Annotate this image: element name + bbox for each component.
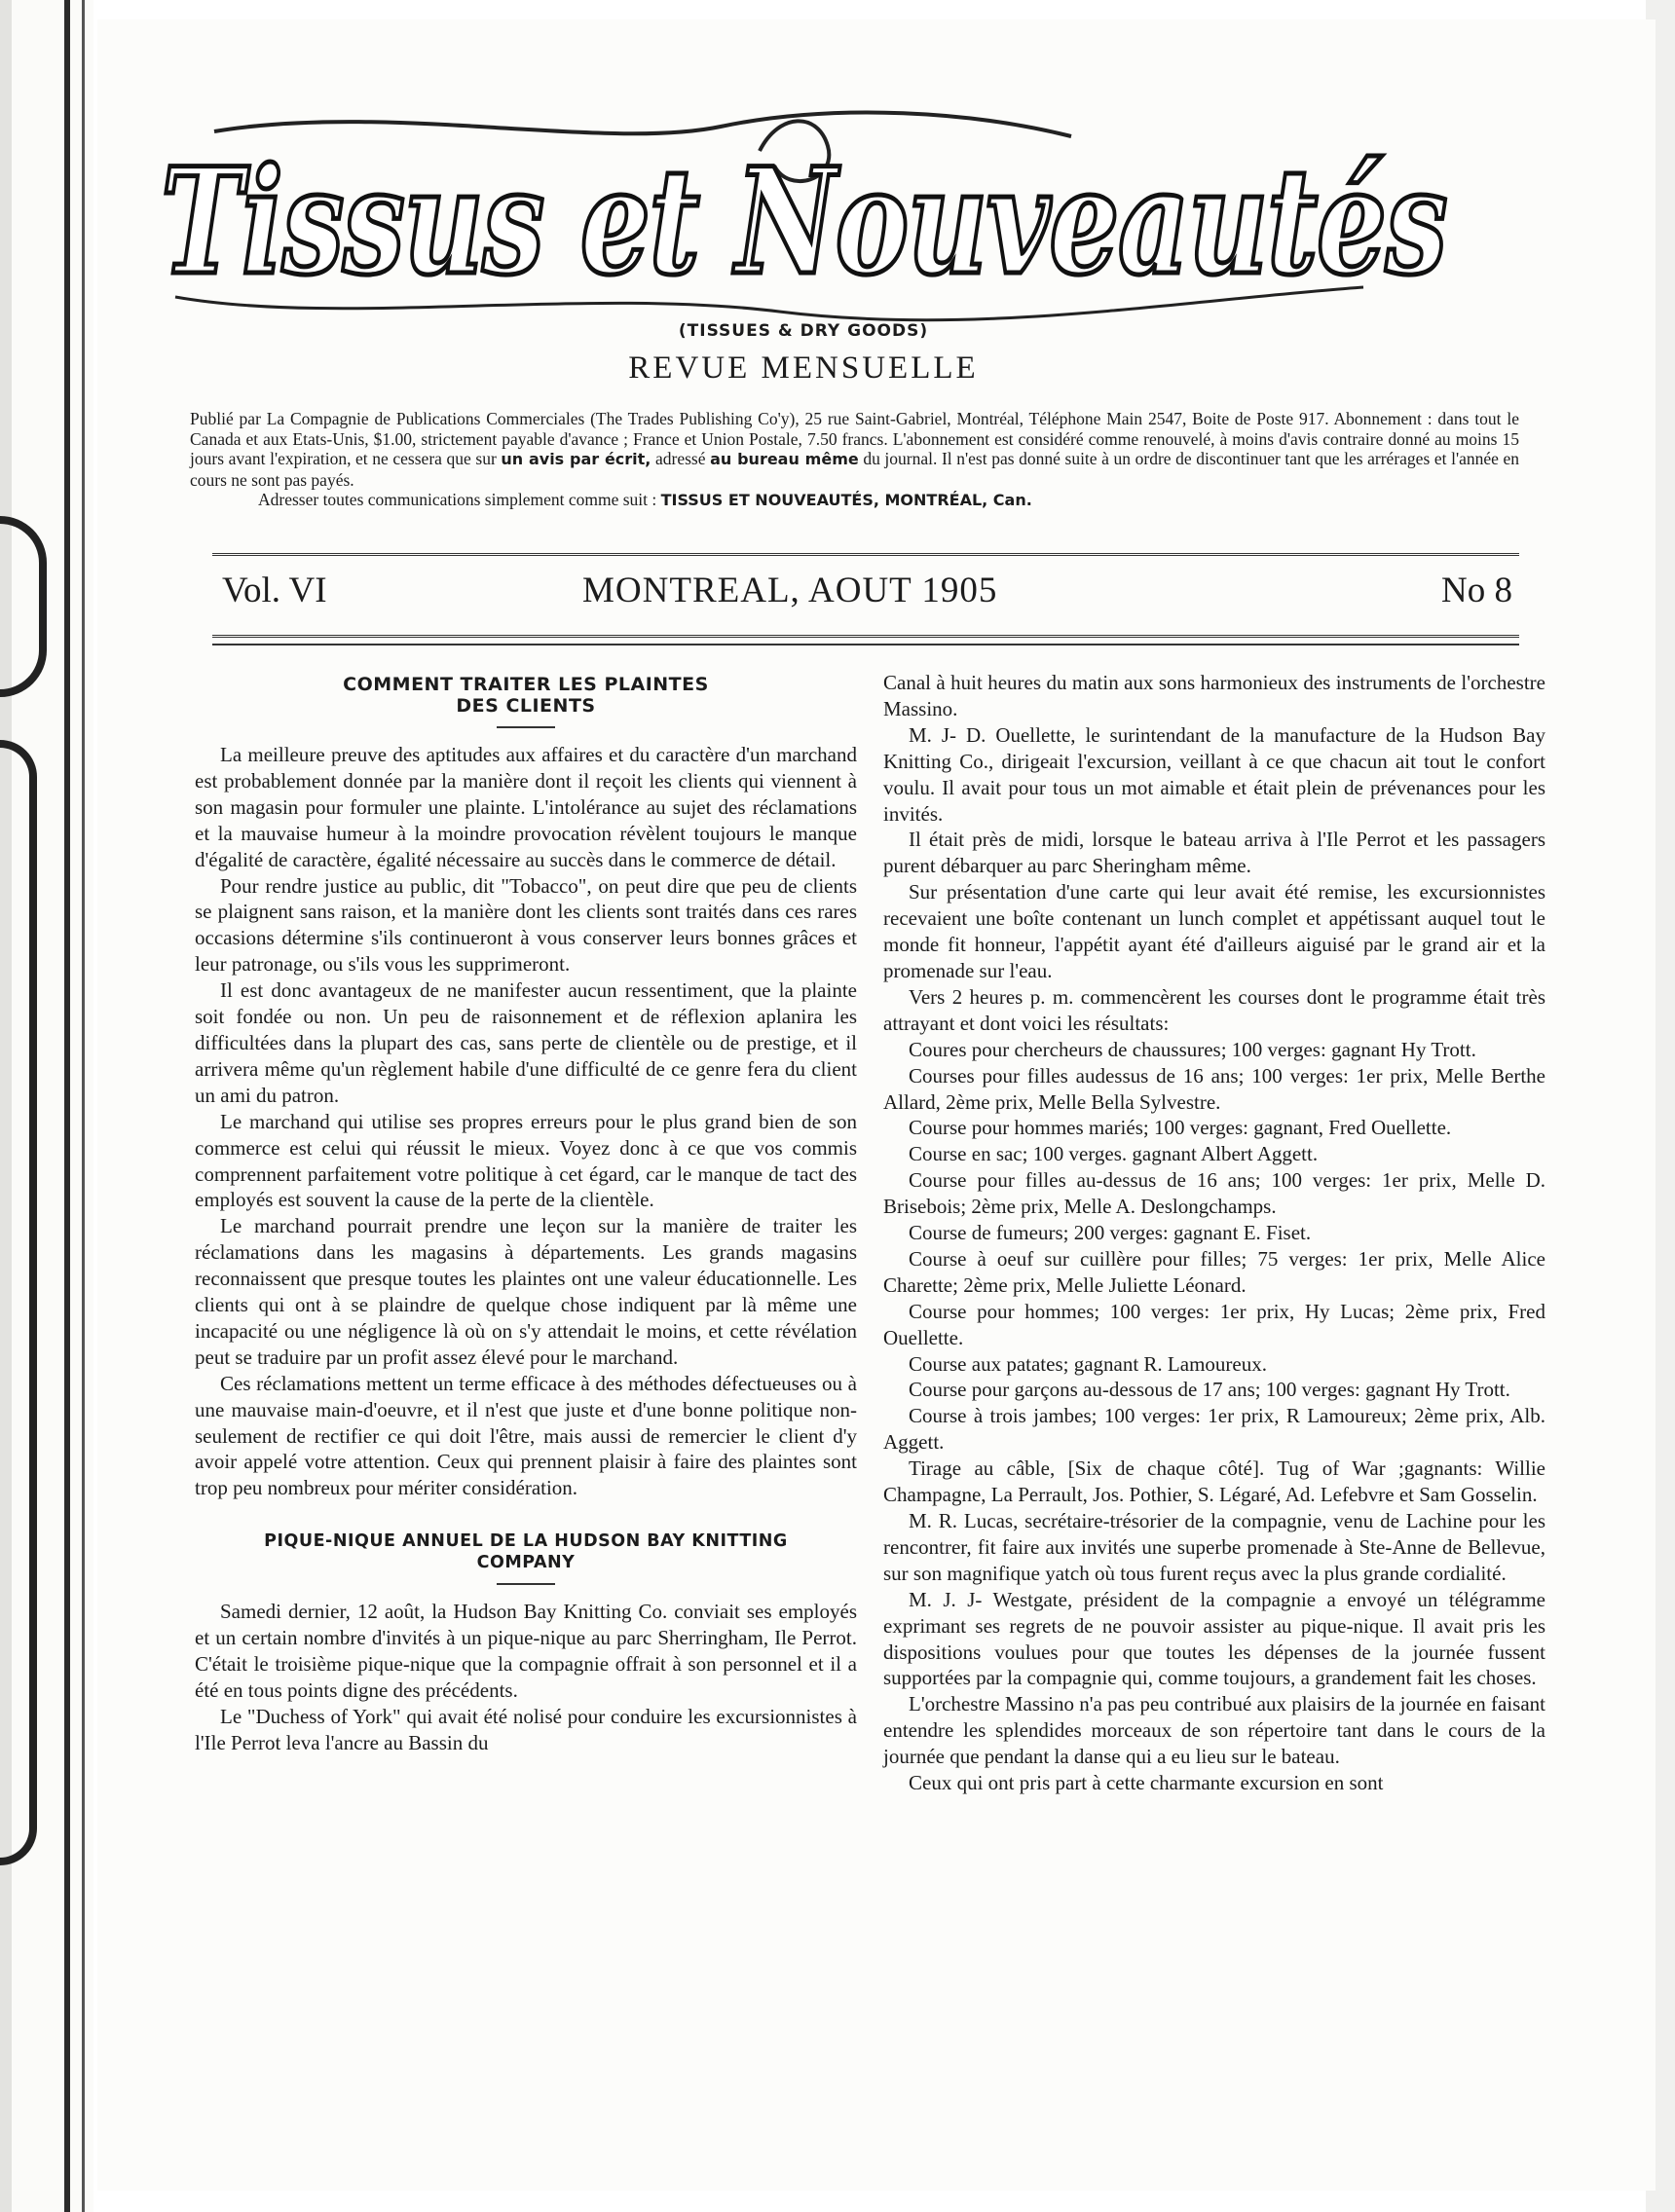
race-result: Course pour filles au-dessus de 16 ans; 100 verges: 1er prix, Melle D. Brisebois; 2ème prix, Melle A. Deslongchamps. [883,1168,1545,1219]
race-result: Course en sac; 100 verges. gagnant Albert Aggett. [909,1142,1319,1166]
race-result: Course pour hommes; 100 verges: 1er prix, Hy Lucas; 2ème prix, Fred Ouellette. [883,1299,1545,1349]
spine-rule [82,0,85,2212]
publisher-notice [190,409,1519,511]
spine-rule [64,0,70,2212]
heading-rule [497,726,555,728]
race-result: Course à oeuf sur cuillère pour filles; 75 verges: 1er prix, Melle Alice Charette; 2ème prix, Melle Juliette Léonard. [883,1246,1545,1297]
race-result: Coures pour chercheurs de chaussures; 100 verges: gagnant Hy Trott. [909,1037,1476,1061]
heading-line: DES CLIENTS [456,695,596,717]
paragraph: Il est donc avantageux de ne manifester aucun ressentiment, que la plainte soit fondée ou non. Un peu de raisonnement et de réflexion aplanira les difficultées dans la plupart des cas, sans perte de clientèle ou de prestige, et il arrivera même qu'un règlement habile d'une difficulté de ce genre fera du client un ami du patron. [195,978,857,1107]
publisher-text: du journal. Il n'est pas donné suite à un ordre de discontinuer tant que les arrérages et l'année en cours ne sont pas payés. [190,449,1520,490]
spine-curve [0,740,37,1865]
paragraph: Ces réclamations mettent un terme efficace à des méthodes défectueuses ou à une mauvaise main-d'oeuvre, et il n'est que juste et d'une bonne politique non-seulement de rectifier ce qui doit l'être, mais aussi de remercier le client d'y avoir appelé votre attention. Ceux qui prennent plaisir à faire des plaintes sont trop peu nombreux pour mériter considération. [195,1371,857,1500]
heading-line: COMPANY [476,1553,576,1573]
volume: Vol. VI [222,571,327,610]
publisher-address-line [190,490,1519,511]
paragraph: M. R. Lucas, secrétaire-trésorier de la compagnie, venu de Lachine pour les rencontrer, fit faire aux invités une superbe promenade à Ste-Anne de Bellevue, sur son magnifique yatch où tous furent reçus avec la plus grande cordialité. [883,1509,1545,1585]
race-result: Course à trois jambes; 100 verges: 1er prix, R Lamoureux; 2ème prix, Alb. Aggett. [883,1404,1545,1455]
heading-line: COMMENT TRAITER LES PLAINTES [343,674,709,695]
race-result: Course aux patates; gagnant R. Lamoureux. [909,1351,1267,1376]
masthead-logo [97,92,1509,336]
issue-number: No 8 [1441,571,1512,610]
column-right [883,670,1545,1796]
dateline: MONTREAL, AOUT 1905 [582,571,998,610]
divider [212,635,1519,645]
paragraph: Pour rendre justice au public, dit "Tobacco", on peut dire que peu de clients se plaignent sans raison, et la manière dont les clients sont traités dans ces rares occasions détermine s'ils continueront à vous conserver leurs bonnes grâces et leur patronage, ou s'ils vous les supprimeront. [195,873,857,977]
publisher-bureau: au bureau même [710,450,859,468]
column-left [195,670,857,1756]
publisher-text: Publié par La Compagnie de Publications Commerciales (The Trades Publishing Co'y), 25 rue Saint-Gabriel, Montréal, Téléphone Main 2547, Boite de Poste 917. Abonnement : dans tout le Canada et aux Etats-Unis, $1.00, strictement payable d'avance ; France et Union Postale, 7.50 francs. L'abonnement est considéré comme renouvelé, à moins d'avis contraire donné au moins 15 jours avant l'expiration, et ne cessera que sur [190,409,1519,468]
paragraph: Ceux qui ont pris part à cette charmante excursion en sont [909,1771,1384,1795]
paragraph: M. J- D. Ouellette, le surintendant de la manufacture de la Hudson Bay Knitting Co., dirigeait l'excursion, veillant à ce que chacun ait tout le confort voulu. Il avait pour tous un mot aimable et était plein de prévenances pour les invités. [883,722,1545,826]
heading-line: PIQUE-NIQUE ANNUEL DE LA HUDSON BAY KNITTING [264,1531,788,1552]
heading-rule [497,1583,555,1585]
race-result: Course pour hommes mariés; 100 verges: gagnant, Fred Ouellette. [909,1116,1452,1140]
article-heading [195,1530,857,1573]
paragraph: Le marchand qui utilise ses propres erreurs pour le plus grand bien de son commerce est celui qui réussit le mieux. Voyez donc à ce que vos commis comprennent parfaitement votre politique à cet égard, car le manque de tact des employés est souvent la cause de la perte de la clientèle. [195,1109,857,1212]
paragraph: Le "Duchess of York" qui avait été nolisé pour conduire les excursionnistes à l'Ile Perrot leva l'ancre au Bassin du [195,1704,857,1754]
masthead-subtitle: (TISSUES & DRY GOODS) [678,321,929,341]
paragraph-continued: Canal à huit heures du matin aux sons harmonieux des instruments de l'orchestre Massino. [883,671,1545,720]
paragraph: La meilleure preuve des aptitudes aux affaires et du caractère d'un marchand est probablement donnée par la manière dont il reçoit les clients qui viennent à son magasin pour formuler une plainte. L'intolérance au sujet des réclamations et la mauvaise humeur à la moindre provocation révèlent toujours le manque d'égalité de caractère, égalité nécessaire au succès dans le commerce de détail. [195,743,857,871]
paragraph: Le marchand pourrait prendre une leçon sur la manière de traiter les réclamations dans les magasins à départements. Les grands magasins reconnaissent que presque toutes les plaintes ont une valeur éducationnelle. Les clients qui ont à se plaindre de quelque chose indiquent par là même une incapacité ou une négligence là où on s'y attendait le moins, et cette révélation peut se traduire par un profit assez élevé pour le marchand. [195,1214,857,1369]
race-result: Courses pour filles audessus de 16 ans; 100 verges: 1er prix, Melle Berthe Allard, 2ème prix, Melle Bella Sylvestre. [883,1063,1545,1114]
paragraph: L'orchestre Massino n'a pas peu contribué aux plaisirs de la journée en faisant entendre les splendides morceaux de son répertoire tant dans le cours de la journée que pendant la danse qui a eu lieu sur le bateau. [883,1692,1545,1769]
spine-curve [0,516,47,697]
race-result: Course de fumeurs; 200 verges: gagnant E. Fiset. [909,1221,1312,1245]
divider [212,553,1519,556]
publisher-text: adressé [654,449,706,468]
race-result: Tirage au câble, [Six de chaque côté]. Tug of War ;gagnants: Willie Champagne, La Perrault, Jos. Pothier, S. Légaré, Ad. Lefebvre et Sam Gosselin. [883,1456,1545,1507]
masthead-flourish [214,113,1071,136]
paragraph: Samedi dernier, 12 août, la Hudson Bay Knitting Co. conviait ses employés et un certain nombre d'invités à un pique-nique au parc Sherringham, Ile Perrot. C'était le troisième pique-nique que la compagnie offrait à son personnel et il a été en tous points digne des précédents. [195,1600,857,1702]
address: TISSUS ET NOUVEAUTÉS, MONTRÉAL, Can. [660,491,1032,509]
masthead [97,92,1509,336]
paragraph: Vers 2 heures p. m. commencèrent les courses dont le programme était très attrayant et dont voici les résultats: [883,984,1545,1035]
issue-bar [222,570,1512,622]
masthead-revue: REVUE MENSUELLE [628,350,979,386]
masthead-title: Tissus et Nouveautés [161,136,1446,308]
paragraph: Il était près de midi, lorsque le bateau arriva à l'Ile Perrot et les passagers purent débarquer au parc Sheringham même. [883,828,1545,878]
paragraph: Sur présentation d'une carte qui leur avait été remise, les excursionnistes recevaient une boîte contenant un lunch complet et appétissant auquel tout le monde fit honneur, l'appétit ayant été d'ailleurs aiguisé par le grand air et la promenade sur l'eau. [883,880,1545,982]
publisher-avis: un avis par écrit, [501,450,651,468]
paragraph: M. J. J- Westgate, président de la compagnie a envoyé un télégramme exprimant ses regrets de ne pouvoir assister au pique-nique. Il avait pris les dispositions voulues pour que toutes les dépenses de la journée fussent supportées par la compagnie qui, comme toujours, a grandement fait les choses. [883,1587,1545,1690]
address-intro: Adresser toutes communications simplement comme suit : [258,490,657,509]
race-result: Course pour garçons au-dessous de 17 ans; 100 verges: gagnant Hy Trott. [909,1378,1510,1402]
binding-spine [0,0,93,2212]
article-heading [195,674,857,717]
